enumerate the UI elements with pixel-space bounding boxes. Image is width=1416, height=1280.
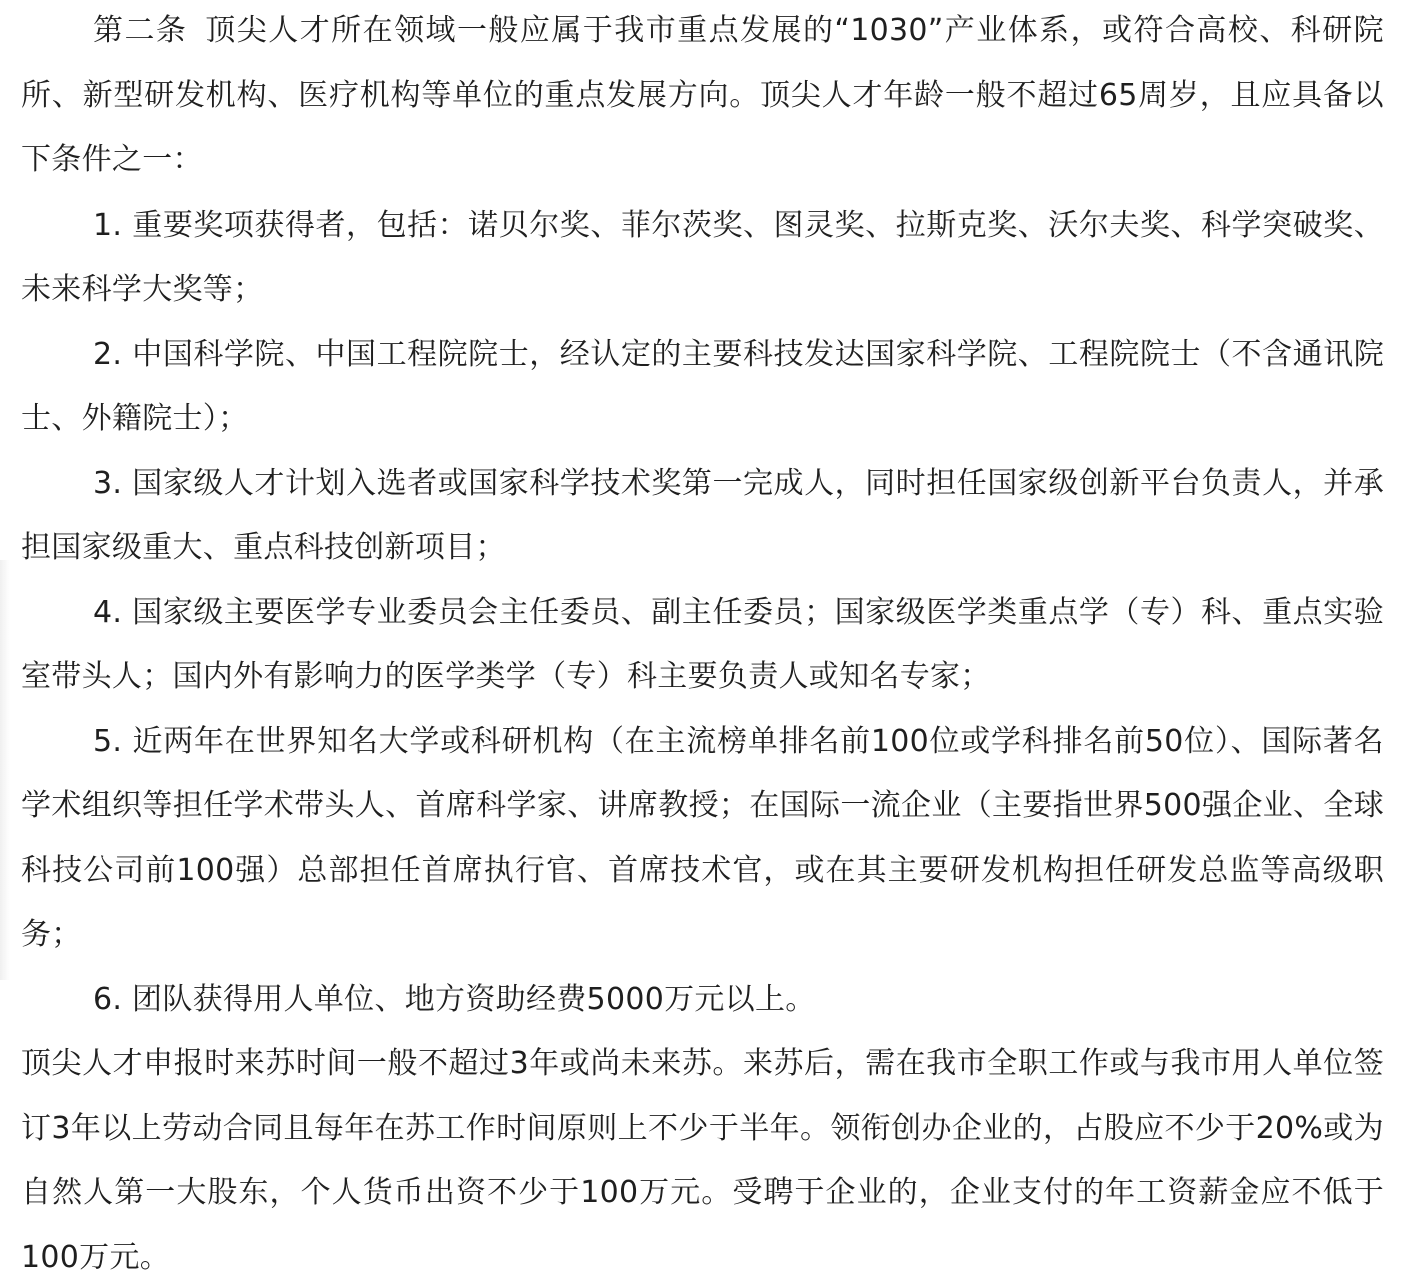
closing-paragraph: 顶尖人才申报时来苏时间一般不超过3年或尚未来苏。来苏后，需在我市全职工作或与我市用人单位签订3年以上劳动合同且每年在苏工作时间原则上不少于半年。领衔创办企业的，占股应不少于20%或为自然人第一大股东，个人货币出资不少于100万元。受聘于企业的，企业支付的年工资薪金应不低于100万元。 xyxy=(21,1046,1384,1275)
condition-item-6: 6. 团队获得用人单位、地方资助经费5000万元以上。 xyxy=(93,981,816,1017)
condition-item-5: 5. 近两年在世界知名大学或科研机构（在主流榜单排名前100位或学科排名前50位）、国际著名学术组织等担任学术带头人、首席科学家、讲席教授；在国际一流企业（主要指世界500强企业、全球科技公司前100强）总部担任首席执行官、首席技术官，或在其主要研发机构担任研发总监等高级职务； xyxy=(21,723,1384,952)
article-number: 第二条 xyxy=(93,13,188,48)
condition-item-3: 3. 国家级人才计划入选者或国家科学技术奖第一完成人，同时担任国家级创新平台负责人，并承担国家级重大、重点科技创新项目； xyxy=(21,465,1384,565)
page-edge-shadow xyxy=(0,560,10,980)
condition-item-4: 4. 国家级主要医学专业委员会主任委员、副主任委员；国家级医学类重点学（专）科、重点实验室带头人；国内外有影响力的医学类学（专）科主要负责人或知名专家； xyxy=(21,594,1384,694)
article-intro-paragraph xyxy=(21,0,1384,193)
condition-item-1: 1. 重要奖项获得者，包括：诺贝尔奖、菲尔茨奖、图灵奖、拉斯克奖、沃尔夫奖、科学突破奖、未来科学大奖等； xyxy=(21,207,1384,307)
article-intro-text: 顶尖人才所在领域一般应属于我市重点发展的“1030”产业体系，或符合高校、科研院所、新型研发机构、医疗机构等单位的重点发展方向。顶尖人才年龄一般不超过65周岁，且应具备以下条件之一： xyxy=(21,13,1384,177)
condition-item-2: 2. 中国科学院、中国工程院院士，经认定的主要科技发达国家科学院、工程院院士（不含通讯院士、外籍院士）； xyxy=(21,336,1384,436)
